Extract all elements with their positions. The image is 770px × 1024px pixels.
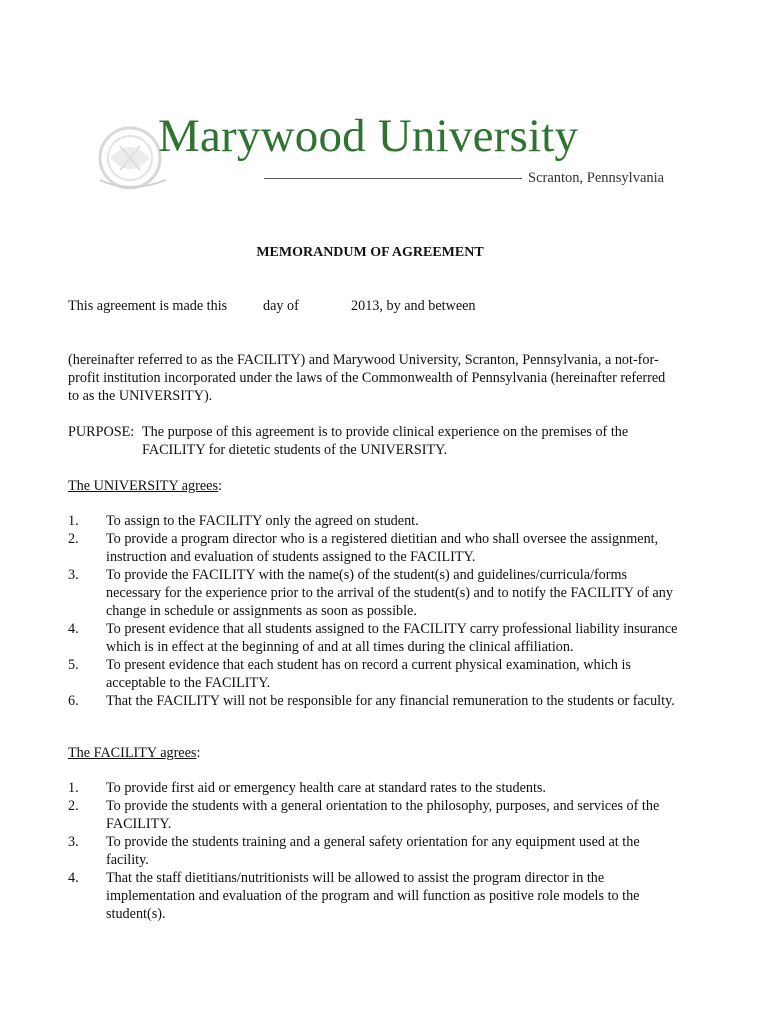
intro-part-1: This agreement is made this <box>68 298 228 314</box>
list-number: 6. <box>68 693 79 709</box>
list-item <box>68 656 680 692</box>
list-item <box>68 869 680 923</box>
list-item <box>68 797 680 833</box>
purpose-label: PURPOSE: <box>68 424 135 440</box>
facility-heading-colon: : <box>196 745 201 761</box>
university-heading-colon: : <box>217 478 222 494</box>
list-text: To assign to the FACILITY only the agreed on student. <box>106 513 419 529</box>
list-item <box>68 833 680 869</box>
list-number: 3. <box>68 834 79 850</box>
purpose-line-2: FACILITY for dietetic students of the UNIVERSITY. <box>142 442 448 458</box>
list-item <box>68 620 680 656</box>
list-number: 5. <box>68 657 79 673</box>
facility-heading-text: The FACILITY agrees <box>68 745 197 761</box>
list-text: To provide the FACILITY with the name(s) of the student(s) and guidelines/curricula/forms necessary for the experience prior to the arrival of the student(s) and to notify the FACILITY of any change in schedule or assignments as soon as possible. <box>106 567 673 619</box>
purpose-line-1: The purpose of this agreement is to provide clinical experience on the premises of the <box>142 424 629 440</box>
list-text: That the FACILITY will not be responsible for any financial remuneration to the students or faculty. <box>106 693 675 709</box>
list-number: 2. <box>68 798 79 814</box>
list-item <box>68 566 680 620</box>
facility-list <box>68 779 680 923</box>
parties-paragraph: (hereinafter referred to as the FACILITY) and Marywood University, Scranton, Pennsylvania, a not-for-profit institution incorporated under the laws of the Commonwealth of Pennsylvania (hereinafter referred to as the UNIVERSITY). <box>68 352 666 404</box>
list-item <box>68 779 680 797</box>
list-text: To provide the students training and a general safety orientation for any equipment used at the facility. <box>106 834 640 868</box>
list-text: To provide the students with a general orientation to the philosophy, purposes, and services of the FACILITY. <box>106 798 660 832</box>
list-item <box>68 512 680 530</box>
university-heading-text: The UNIVERSITY agrees <box>68 478 218 494</box>
list-number: 2. <box>68 531 79 547</box>
list-item <box>68 692 680 710</box>
document-title: MEMORANDUM OF AGREEMENT <box>256 245 484 260</box>
list-text: That the staff dietitians/nutritionists will be allowed to assist the program director in the implementation and evaluation of the program and will function as positive role models to the student(s). <box>106 870 640 922</box>
logo-divider <box>264 178 522 179</box>
list-item <box>68 530 680 566</box>
list-number: 4. <box>68 621 79 637</box>
list-number: 1. <box>68 780 79 796</box>
list-text: To present evidence that each student has on record a current physical examination, which is acceptable to the FACILITY. <box>106 657 631 691</box>
intro-part-2: day of <box>263 298 299 314</box>
list-number: 4. <box>68 870 79 886</box>
logo-name: Marywood University <box>158 110 579 162</box>
intro-part-3: 2013, by and between <box>351 298 476 314</box>
list-number: 3. <box>68 567 79 583</box>
university-list <box>68 512 680 710</box>
logo-place: Scranton, Pennsylvania <box>528 170 665 186</box>
list-text: To provide first aid or emergency health care at standard rates to the students. <box>106 780 546 796</box>
university-heading <box>68 477 222 495</box>
university-logo <box>96 110 665 192</box>
list-text: To present evidence that all students assigned to the FACILITY carry professional liability insurance which is in effect at the beginning of and at all times during the clinical affiliation. <box>106 621 678 655</box>
facility-heading <box>68 744 200 762</box>
list-number: 1. <box>68 513 79 529</box>
list-text: To provide a program director who is a registered dietitian and who shall oversee the assignment, instruction and evaluation of students assigned to the FACILITY. <box>106 531 659 565</box>
